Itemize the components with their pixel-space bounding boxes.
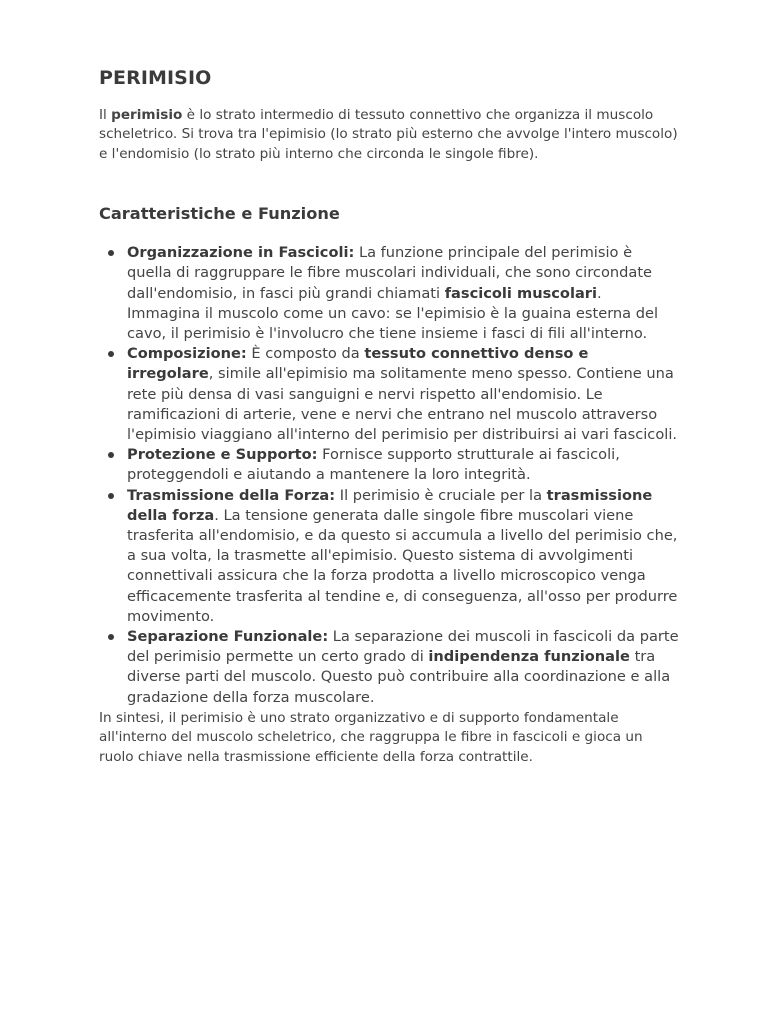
bullet-dot-icon [108,351,114,357]
document-page [99,64,679,767]
bullet-dot-icon [108,452,114,458]
text-run: La separazione dei muscoli in fascicoli da parte del perimisio permette un certo grado di [127,628,679,666]
bold-text: perimisio [111,107,183,123]
list-item [99,344,679,445]
list-item [99,486,679,627]
summary-paragraph: In sintesi, il perimisio è uno strato organizzativo e di supporto fondamentale all'interno del muscolo scheletrico, che raggruppa le fibre in fascicoli e gioca un ruolo chiave nella trasmissione efficiente della forza contrattile. [99,709,643,765]
list-item [99,243,679,344]
bold-text: Composizione: [127,345,247,363]
bullet-dot-icon [108,493,114,499]
bullet-dot-icon [108,634,114,640]
bold-text: Separazione Funzionale: [127,628,329,646]
text-run: Fornisce supporto strutturale ai fascicoli, proteggendoli e aiutando a mantenere la loro integrità. [127,446,620,484]
bold-text: tessuto connettivo denso e irregolare [127,345,589,383]
section-title: Caratteristiche e Funzione [99,204,340,224]
bold-text: indipendenza funzionale [428,648,630,666]
text-run: . La tensione generata dalle singole fibre muscolari viene trasferita all'endomisio, e da questo si accumula a livello del perimisio che, a sua volta, la trasmette all'epimisio. Questo sistema di avvolgimenti connettivali assicura che la forza prodotta a livello microscopico venga efficacemente trasferita al tendine e, di conseguenza, all'osso per produrre movimento. [127,506,678,625]
bold-text: Organizzazione in Fascicoli: [127,244,355,262]
bold-text: Trasmissione della Forza: [127,486,336,504]
bold-text: trasmissione della forza [127,486,653,524]
list-item [99,445,679,485]
text-run: tra diverse parti del muscolo. Questo può contribuire alla coordinazione e alla gradazione della forza muscolare. [127,648,671,706]
document-title: PERIMISIO [99,67,212,89]
intro-paragraph [99,106,679,164]
bullet-dot-icon [108,250,114,256]
text-run: Il perimisio è cruciale per la [335,486,547,504]
text-run: Il [99,107,112,123]
text-run: La funzione principale del perimisio è quella di raggruppare le fibre muscolari individuali, che sono circondate dall'endomisio, in fasci più grandi chiamati [127,244,653,302]
list-item [99,627,679,708]
bold-text: Protezione e Supporto: [127,446,318,464]
text-run: . Immagina il muscolo come un cavo: se l'epimisio è la guaina esterna del cavo, il perimisio è l'involucro che tiene insieme i fasci di fili all'interno. [127,284,659,343]
text-run: è lo strato intermedio di tessuto connettivo che organizza il muscolo scheletrico. Si trova tra l'epimisio (lo strato più esterno che avvolge l'intero muscolo) e l'endomisio (lo strato più interno che circonda le singole fibre). [99,107,678,162]
text-run: È composto da [246,345,365,363]
feature-list [99,243,679,708]
bold-text: fascicoli muscolari [444,284,598,302]
text-run: , simile all'epimisio ma solitamente meno spesso. Contiene una rete più densa di vasi sanguigni e nervi rispetto all'endomisio. Le ramificazioni di arterie, vene e nervi che entrano nel muscolo attraverso l'epimisio viaggiano all'interno del perimisio per distribuirsi ai vari fascicoli. [127,365,678,444]
